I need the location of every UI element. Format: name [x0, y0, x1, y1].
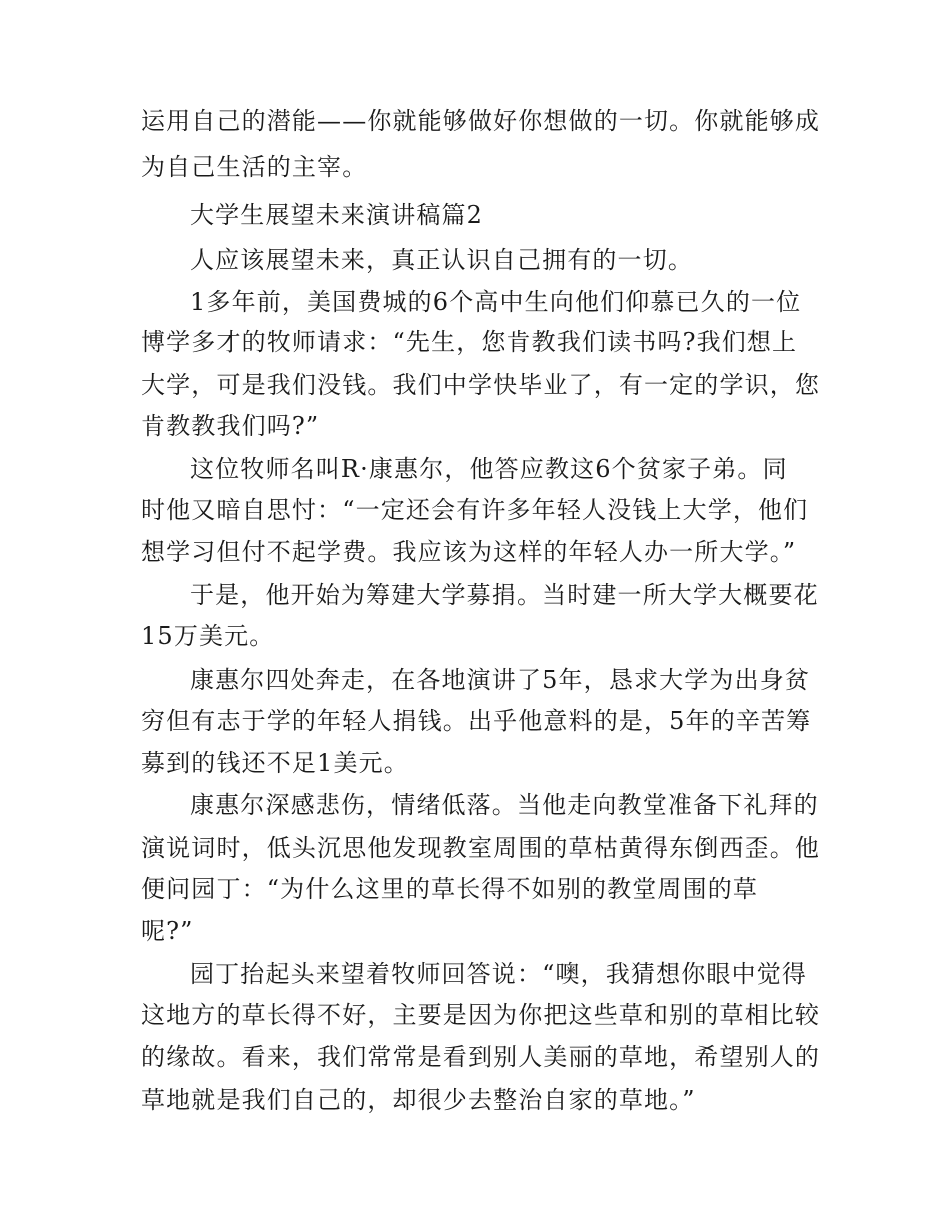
text-line: 演说词时，低头沉思他发现教室周围的草枯黄得东倒西歪。他 — [141, 834, 821, 862]
text-line: 呢?” — [141, 917, 194, 945]
text-line: 时他又暗自思忖：“一定还会有许多年轻人没钱上大学，他们 — [141, 496, 809, 524]
text-line: 募到的钱还不足1美元。 — [141, 749, 409, 777]
paragraph-first-line: 康惠尔四处奔走，在各地演讲了5年，恳求大学为出身贫 — [190, 666, 811, 694]
text-line: 穷但有志于学的年轻人捐钱。出乎他意料的是，5年的辛苦筹 — [141, 707, 812, 735]
text-line: 大学，可是我们没钱。我们中学快毕业了，有一定的学识，您 — [141, 371, 821, 399]
text-line: 运用自己的潜能——你就能够做好你想做的一切。你就能够成 — [141, 107, 821, 135]
text-line: 15万美元。 — [141, 622, 275, 650]
text-line: 为自己生活的主宰。 — [141, 153, 368, 181]
text-line: 博学多才的牧师请求：“先生，您肯教我们读书吗?我们想上 — [141, 328, 798, 356]
paragraph-first-line: 这位牧师名叫R·康惠尔，他答应教这6个贫家子弟。同 — [190, 455, 788, 483]
paragraph-first-line: 于是，他开始为筹建大学募捐。当时建一所大学大概要花 — [190, 581, 819, 609]
text-line: 草地就是我们自己的，却很少去整治自家的草地。” — [141, 1086, 696, 1114]
paragraph-first-line: 康惠尔深感悲伤，情绪低落。当他走向教堂准备下礼拜的 — [190, 791, 819, 819]
text-line: 肯教教我们吗?” — [141, 412, 320, 440]
text-line: 便问园丁：“为什么这里的草长得不如别的教堂周围的草 — [141, 875, 759, 903]
text-line: 的缘故。看来，我们常常是看到别人美丽的草地，希望别人的 — [141, 1043, 821, 1071]
paragraph-first-line: 园丁抬起头来望着牧师回答说：“噢，我猜想你眼中觉得 — [190, 960, 808, 988]
paragraph-first-line: 1多年前，美国费城的6个高中生向他们仰慕已久的一位 — [190, 288, 802, 316]
text-line: 这地方的草长得不好，主要是因为你把这些草和别的草相比较 — [141, 1001, 821, 1029]
section-heading: 大学生展望未来演讲稿篇2 — [190, 201, 484, 229]
paragraph-first-line: 人应该展望未来，真正认识自己拥有的一切。 — [190, 246, 693, 274]
text-line: 想学习但付不起学费。我应该为这样的年轻人办一所大学。” — [141, 538, 797, 566]
